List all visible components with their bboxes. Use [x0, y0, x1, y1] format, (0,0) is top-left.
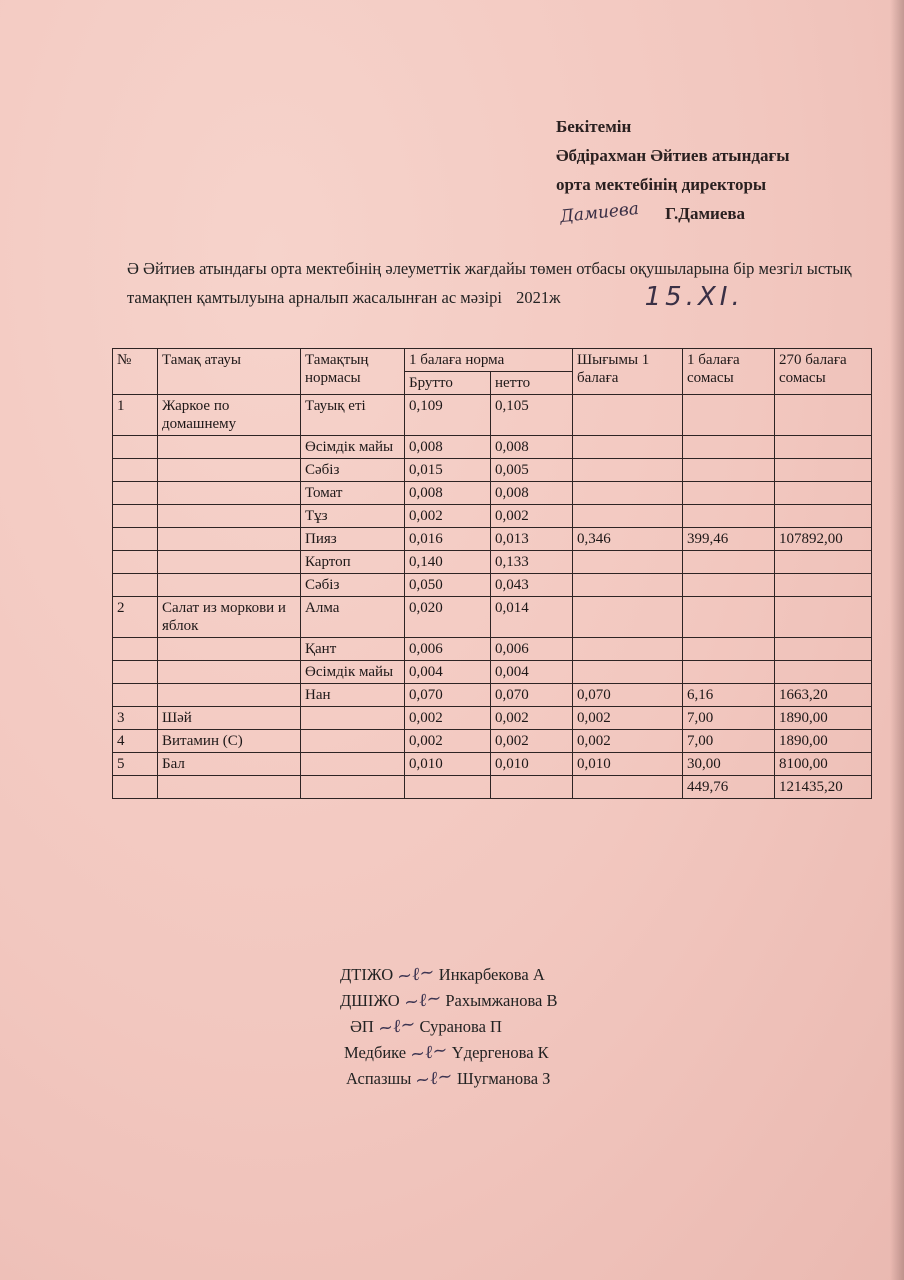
- signer-name: Суранова П: [419, 1017, 502, 1036]
- cell-sum-one: 449,76: [683, 776, 775, 799]
- cell-brutto: 0,015: [405, 459, 491, 482]
- header-norm: Тамақтың нормасы: [301, 349, 405, 395]
- cell-item: Алма: [301, 597, 405, 638]
- cell-brutto: 0,109: [405, 395, 491, 436]
- cell-sum-270: [775, 436, 872, 459]
- cell-brutto: 0,002: [405, 707, 491, 730]
- signature-mark: ~ℓ~: [402, 987, 443, 1014]
- table-row: [113, 597, 872, 638]
- director-signature: Дамиева: [559, 198, 640, 228]
- cell-sum-270: [775, 661, 872, 684]
- cell-sum-270: 1890,00: [775, 730, 872, 753]
- cell-num: [113, 436, 158, 459]
- cell-brutto: 0,002: [405, 505, 491, 528]
- cell-netto: 0,002: [491, 505, 573, 528]
- cell-dish: Салат из моркови и яблок: [158, 597, 301, 638]
- cell-expense: 0,002: [573, 707, 683, 730]
- cell-sum-270: [775, 505, 872, 528]
- signer-name: Үдергенова К: [451, 1043, 549, 1062]
- signer-role: Аспазшы: [346, 1069, 412, 1088]
- cell-brutto: 0,008: [405, 436, 491, 459]
- cell-expense: 0,010: [573, 753, 683, 776]
- cell-item: Томат: [301, 482, 405, 505]
- signature-mark: ~ℓ~: [376, 1013, 417, 1040]
- cell-item: Қант: [301, 638, 405, 661]
- cell-item: Тұз: [301, 505, 405, 528]
- cell-expense: 0,002: [573, 730, 683, 753]
- cell-sum-270: [775, 395, 872, 436]
- header-norm-per-child: 1 балаға норма: [405, 349, 573, 372]
- header-num: №: [113, 349, 158, 395]
- cell-sum-one: [683, 395, 775, 436]
- cell-num: 2: [113, 597, 158, 638]
- cell-sum-270: [775, 482, 872, 505]
- cell-netto: 0,008: [491, 482, 573, 505]
- cell-dish: Шәй: [158, 707, 301, 730]
- cell-item: [301, 753, 405, 776]
- approval-position: орта мектебінің директоры: [556, 175, 767, 194]
- table-body: [113, 395, 872, 799]
- cell-netto: 0,005: [491, 459, 573, 482]
- cell-sum-one: 399,46: [683, 528, 775, 551]
- cell-dish: [158, 505, 301, 528]
- cell-dish: Витамин (С): [158, 730, 301, 753]
- signer-role: ДШІЖО: [340, 991, 400, 1010]
- cell-sum-270: [775, 551, 872, 574]
- table-row: [113, 459, 872, 482]
- table-row: [113, 776, 872, 799]
- cell-item: [301, 730, 405, 753]
- table-row: [113, 574, 872, 597]
- cell-netto: 0,105: [491, 395, 573, 436]
- cell-sum-270: [775, 574, 872, 597]
- cell-sum-one: [683, 459, 775, 482]
- table-row: [113, 707, 872, 730]
- cell-item: Картоп: [301, 551, 405, 574]
- cell-dish: [158, 776, 301, 799]
- cell-brutto: [405, 776, 491, 799]
- cell-item: Өсімдік майы: [301, 436, 405, 459]
- cell-item: Нан: [301, 684, 405, 707]
- cell-expense: [573, 395, 683, 436]
- cell-netto: 0,014: [491, 597, 573, 638]
- cell-netto: 0,008: [491, 436, 573, 459]
- cell-item: [301, 776, 405, 799]
- approval-school: Әбдірахман Әйтиев атындағы: [556, 146, 790, 165]
- cell-netto: [491, 776, 573, 799]
- cell-brutto: 0,010: [405, 753, 491, 776]
- cell-num: [113, 776, 158, 799]
- signature-mark: ~ℓ~: [395, 961, 437, 988]
- cell-sum-one: [683, 482, 775, 505]
- table-row: [113, 661, 872, 684]
- cell-netto: 0,010: [491, 753, 573, 776]
- header-netto: нетто: [491, 372, 573, 395]
- cell-expense: [573, 661, 683, 684]
- cell-item: [301, 707, 405, 730]
- approval-heading: Бекітемін: [556, 117, 632, 136]
- table-row: [113, 482, 872, 505]
- cell-sum-270: 8100,00: [775, 753, 872, 776]
- signature-mark: ~ℓ~: [408, 1039, 449, 1066]
- cell-sum-one: [683, 551, 775, 574]
- title-year: 2021ж: [516, 288, 561, 307]
- cell-expense: [573, 638, 683, 661]
- cell-sum-one: [683, 574, 775, 597]
- cell-num: [113, 505, 158, 528]
- cell-num: [113, 528, 158, 551]
- cell-sum-one: [683, 436, 775, 459]
- signatures-block: [340, 962, 660, 1092]
- cell-sum-one: [683, 661, 775, 684]
- cell-dish: [158, 482, 301, 505]
- cell-sum-one: 30,00: [683, 753, 775, 776]
- cell-expense: 0,346: [573, 528, 683, 551]
- cell-dish: [158, 684, 301, 707]
- cell-sum-270: [775, 597, 872, 638]
- cell-item: Пияз: [301, 528, 405, 551]
- cell-brutto: 0,004: [405, 661, 491, 684]
- table-row: [113, 395, 872, 436]
- cell-brutto: 0,070: [405, 684, 491, 707]
- cell-dish: Жаркое по домашнему: [158, 395, 301, 436]
- cell-dish: [158, 436, 301, 459]
- cell-brutto: 0,050: [405, 574, 491, 597]
- cell-netto: 0,006: [491, 638, 573, 661]
- cell-num: [113, 684, 158, 707]
- signer-row: [340, 988, 660, 1014]
- signer-name: Инкарбекова А: [438, 965, 545, 984]
- cell-sum-one: [683, 505, 775, 528]
- cell-sum-270: [775, 638, 872, 661]
- signer-row: [350, 1014, 660, 1040]
- cell-sum-270: 107892,00: [775, 528, 872, 551]
- table-header-row: [113, 349, 872, 372]
- cell-expense: [573, 776, 683, 799]
- cell-num: 5: [113, 753, 158, 776]
- cell-num: [113, 638, 158, 661]
- table-row: [113, 638, 872, 661]
- cell-dish: [158, 661, 301, 684]
- cell-dish: [158, 574, 301, 597]
- signer-name: Шугманова З: [456, 1069, 551, 1088]
- cell-dish: [158, 528, 301, 551]
- table-row: [113, 505, 872, 528]
- signer-row: [344, 1040, 660, 1066]
- table-row: [113, 730, 872, 753]
- cell-item: Сәбіз: [301, 574, 405, 597]
- cell-sum-270: 1663,20: [775, 684, 872, 707]
- table-row: [113, 436, 872, 459]
- cell-expense: [573, 597, 683, 638]
- cell-netto: 0,004: [491, 661, 573, 684]
- signer-name: Рахымжанова В: [445, 991, 558, 1010]
- document-title: [127, 256, 867, 311]
- cell-netto: 0,002: [491, 730, 573, 753]
- header-sum-one: 1 балаға сомасы: [683, 349, 775, 395]
- cell-brutto: 0,020: [405, 597, 491, 638]
- signer-row: [340, 962, 660, 988]
- cell-expense: [573, 574, 683, 597]
- menu-table: [112, 348, 872, 799]
- cell-sum-one: 6,16: [683, 684, 775, 707]
- cell-num: 1: [113, 395, 158, 436]
- cell-sum-270: [775, 459, 872, 482]
- signer-role: ӘП: [350, 1017, 374, 1036]
- cell-num: [113, 574, 158, 597]
- header-brutto: Брутто: [405, 372, 491, 395]
- table-row: [113, 753, 872, 776]
- cell-sum-270: 1890,00: [775, 707, 872, 730]
- cell-sum-270: 121435,20: [775, 776, 872, 799]
- signer-role: Медбике: [344, 1043, 407, 1062]
- cell-expense: [573, 459, 683, 482]
- cell-dish: [158, 638, 301, 661]
- header-expense: Шығымы 1 балаға: [573, 349, 683, 395]
- cell-brutto: 0,016: [405, 528, 491, 551]
- director-name: Г.Дамиева: [665, 204, 746, 223]
- handwritten-date: 15.XI.: [644, 282, 744, 312]
- cell-expense: [573, 505, 683, 528]
- signer-role: ДТІЖО: [340, 965, 394, 984]
- cell-sum-one: 7,00: [683, 730, 775, 753]
- cell-netto: 0,133: [491, 551, 573, 574]
- approval-signature-line: [556, 199, 876, 228]
- cell-netto: 0,002: [491, 707, 573, 730]
- header-dish: Тамақ атауы: [158, 349, 301, 395]
- signer-row: [346, 1066, 660, 1092]
- cell-netto: 0,013: [491, 528, 573, 551]
- cell-dish: [158, 551, 301, 574]
- cell-expense: [573, 482, 683, 505]
- table-row: [113, 551, 872, 574]
- cell-sum-one: [683, 597, 775, 638]
- cell-expense: 0,070: [573, 684, 683, 707]
- cell-num: [113, 482, 158, 505]
- cell-brutto: 0,140: [405, 551, 491, 574]
- cell-num: 4: [113, 730, 158, 753]
- cell-brutto: 0,002: [405, 730, 491, 753]
- cell-num: 3: [113, 707, 158, 730]
- cell-item: Тауық еті: [301, 395, 405, 436]
- cell-item: Өсімдік майы: [301, 661, 405, 684]
- cell-brutto: 0,006: [405, 638, 491, 661]
- cell-sum-one: [683, 638, 775, 661]
- cell-expense: [573, 551, 683, 574]
- table-row: [113, 528, 872, 551]
- cell-num: [113, 551, 158, 574]
- cell-dish: [158, 459, 301, 482]
- cell-num: [113, 661, 158, 684]
- cell-brutto: 0,008: [405, 482, 491, 505]
- cell-netto: 0,070: [491, 684, 573, 707]
- cell-num: [113, 459, 158, 482]
- cell-item: Сәбіз: [301, 459, 405, 482]
- cell-dish: Бал: [158, 753, 301, 776]
- approval-block: [556, 112, 876, 228]
- signature-mark: ~ℓ~: [413, 1065, 455, 1092]
- title-text: Ә Әйтиев атындағы орта мектебінің әлеуметтік жағдайы төмен отбасы оқушыларына бір мезгіл ыстық тамақпен қамтылуына арналып жасалынған ас мәзірі: [127, 259, 852, 307]
- header-sum-270: 270 балаға сомасы: [775, 349, 872, 395]
- cell-sum-one: 7,00: [683, 707, 775, 730]
- cell-expense: [573, 436, 683, 459]
- cell-netto: 0,043: [491, 574, 573, 597]
- table-row: [113, 684, 872, 707]
